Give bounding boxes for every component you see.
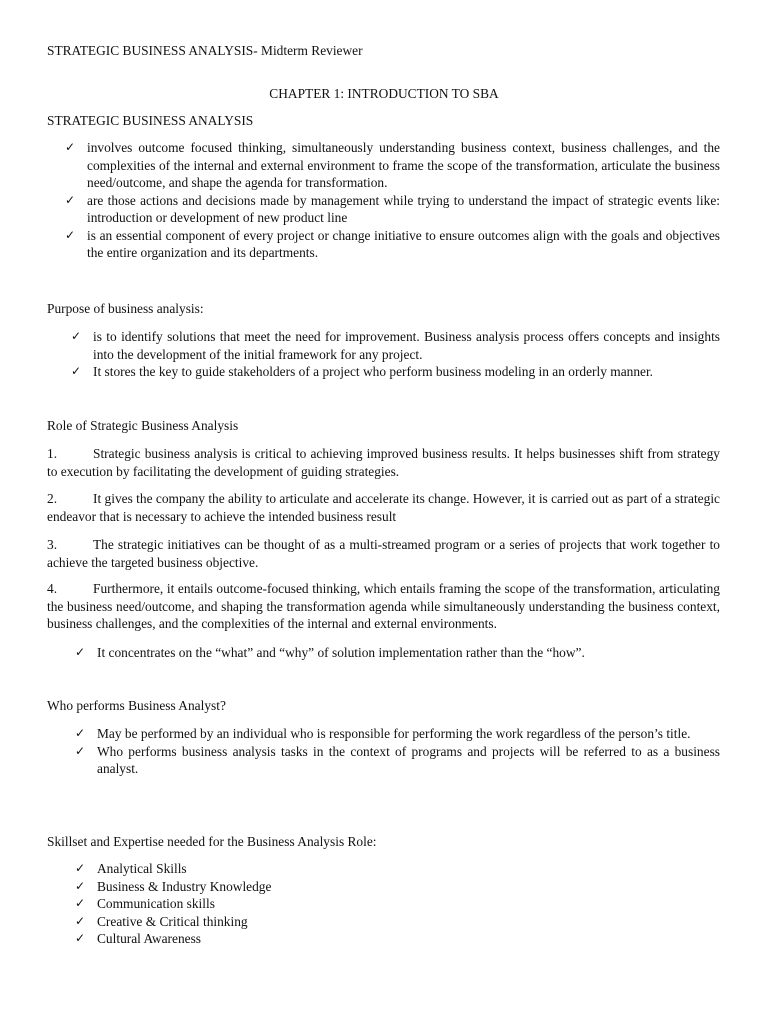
numbered-item: [47, 580, 720, 633]
item-number: 3.: [47, 537, 58, 552]
list-item-text: Business & Industry Knowledge: [97, 878, 272, 894]
section-heading-sba: STRATEGIC BUSINESS ANALYSIS: [47, 113, 254, 128]
list-item: [75, 895, 720, 913]
skills-check-list: [75, 860, 720, 948]
list-item-text: Creative & Critical thinking: [97, 913, 248, 929]
check-mark-icon: ✓: [71, 364, 82, 378]
numbered-item: [47, 445, 720, 480]
item-number: 1.: [47, 446, 58, 461]
list-item-text: May be performed by an individual who is responsible for performing the work regardless of the person’s title.: [97, 726, 691, 741]
section-heading-role: Role of Strategic Business Analysis: [47, 418, 239, 433]
list-item: [75, 743, 720, 778]
list-item: [75, 878, 720, 896]
check-mark-icon: ✓: [75, 931, 86, 945]
list-item-text: Communication skills: [97, 896, 215, 911]
check-mark-icon: ✓: [75, 743, 86, 758]
sba-check-list: [65, 139, 720, 262]
check-mark-icon: ✓: [75, 913, 86, 928]
list-item-text: are those actions and decisions made by management while trying to understand the impact of strategic events like: introduction or development of new product line: [87, 192, 720, 225]
check-mark-icon: ✓: [75, 645, 86, 659]
item-number: 4.: [47, 581, 58, 596]
section-heading-who: Who performs Business Analyst?: [47, 698, 226, 713]
list-item-text: It stores the key to guide stakeholders of a project who perform business modeling in an orderly manner.: [93, 364, 654, 379]
list-item: [75, 725, 720, 743]
list-item: [75, 913, 720, 931]
purpose-check-list: [71, 328, 720, 381]
numbered-item: [47, 490, 720, 525]
check-mark-icon: ✓: [75, 861, 86, 875]
check-mark-icon: ✓: [75, 896, 86, 910]
list-item: [75, 644, 720, 662]
list-item: [75, 860, 720, 878]
who-check-list: [75, 725, 720, 778]
document-header: STRATEGIC BUSINESS ANALYSIS- Midterm Reviewer: [47, 43, 363, 58]
check-mark-icon: ✓: [75, 726, 86, 740]
numbered-item: [47, 536, 720, 571]
list-item-text: It concentrates on the “what” and “why” of solution implementation rather than the “how”.: [97, 645, 585, 660]
check-mark-icon: ✓: [71, 329, 82, 343]
item-text: Strategic business analysis is critical to achieving improved business results. It helps businesses shift from strategy to execution by facilitating the development of guiding strategies.: [47, 446, 720, 479]
chapter-title: CHAPTER 1: INTRODUCTION TO SBA: [269, 86, 499, 101]
item-text: It gives the company the ability to articulate and accelerate its change. However, it is carried out as part of a strategic endeavor that is necessary to achieve the intended business result: [47, 491, 720, 524]
list-item-text: Analytical Skills: [97, 861, 187, 876]
list-item: [65, 139, 720, 192]
section-heading-skills: Skillset and Expertise needed for the Business Analysis Role:: [47, 834, 377, 849]
list-item-text: Who performs business analysis tasks in the context of programs and projects will be referred to as a business analyst.: [97, 743, 720, 776]
item-text: The strategic initiatives can be thought of as a multi-streamed program or a series of projects that work together to achieve the targeted business objective.: [47, 537, 720, 570]
list-item-text: Cultural Awareness: [97, 931, 202, 946]
list-item-text: is to identify solutions that meet the need for improvement. Business analysis process offers concepts and insights into the development of the initial framework for any project.: [93, 329, 720, 362]
check-mark-icon: ✓: [65, 227, 76, 242]
list-item-text: is an essential component of every project or change initiative to ensure outcomes align with the goals and objectives the entire organization and its departments.: [87, 227, 720, 260]
list-item: [65, 227, 720, 262]
section-heading-purpose: Purpose of business analysis:: [47, 301, 204, 316]
list-item: [71, 328, 720, 363]
item-text: Furthermore, it entails outcome-focused thinking, which entails framing the scope of the transformation, articulating the business need/outcome, and shaping the transformation agenda while simultaneously understanding the business context, business challenges, and the complexities of the internal and external environments.: [47, 581, 720, 631]
list-item-text: involves outcome focused thinking, simultaneously understanding business context, business challenges, and the complexities of the internal and external environment to frame the scope of the transformation, articulate the business need/outcome, and shape the agenda for transformation.: [87, 140, 720, 190]
item-number: 2.: [47, 491, 58, 506]
check-mark-icon: ✓: [65, 140, 76, 154]
list-item: [75, 930, 720, 948]
list-item: [71, 363, 720, 381]
check-mark-icon: ✓: [75, 878, 86, 893]
check-mark-icon: ✓: [65, 192, 76, 207]
list-item: [65, 192, 720, 227]
role-check-list: [75, 644, 720, 662]
